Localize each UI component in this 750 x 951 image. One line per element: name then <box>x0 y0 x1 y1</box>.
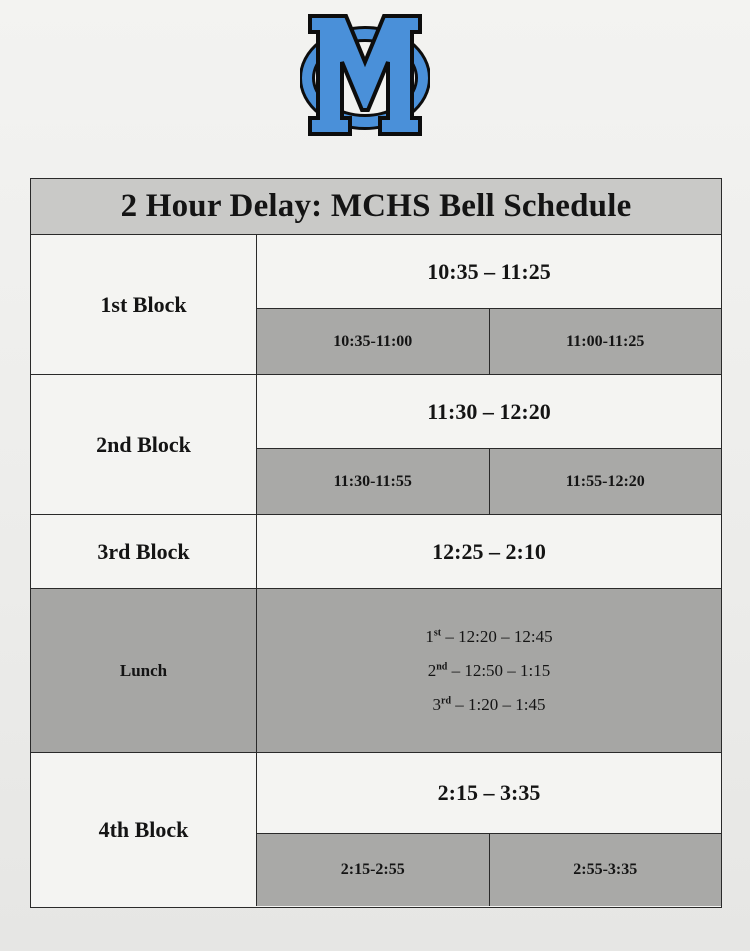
lunch-item: 3rd – 1:20 – 1:45 <box>432 694 546 714</box>
lunch-item: 1st – 12:20 – 12:45 <box>425 626 553 646</box>
lunch-label: Lunch <box>31 589 257 752</box>
block-row-1 <box>31 235 721 375</box>
lunch-list <box>257 589 721 752</box>
schedule-title: 2 Hour Delay: MCHS Bell Schedule <box>31 179 721 235</box>
bell-schedule-table <box>30 178 722 908</box>
block-label: 3rd Block <box>31 515 257 588</box>
block-time: 12:25 – 2:10 <box>432 539 546 564</box>
block-time: 10:35 – 11:25 <box>427 259 551 284</box>
block-half-time: 11:00-11:25 <box>489 309 722 374</box>
block-label: 2nd Block <box>31 375 257 514</box>
block-half-time: 2:15-2:55 <box>340 861 405 878</box>
block-half-time: 11:55-12:20 <box>489 449 722 514</box>
block-row-3 <box>31 515 721 589</box>
block-time: 2:15 – 3:35 <box>437 780 541 805</box>
block-label: 4th Block <box>31 753 257 906</box>
block-half-time: 10:35-11:00 <box>333 332 413 350</box>
school-logo <box>300 10 430 140</box>
lunch-row <box>31 589 721 753</box>
block-label: 1st Block <box>31 235 257 374</box>
block-time: 11:30 – 12:20 <box>427 399 551 424</box>
block-row-4 <box>31 753 721 906</box>
block-row-2 <box>31 375 721 515</box>
block-half-time: 11:30-11:55 <box>333 472 412 490</box>
lunch-item: 2nd – 12:50 – 1:15 <box>427 660 551 680</box>
block-half-time: 2:55-3:35 <box>489 834 722 906</box>
